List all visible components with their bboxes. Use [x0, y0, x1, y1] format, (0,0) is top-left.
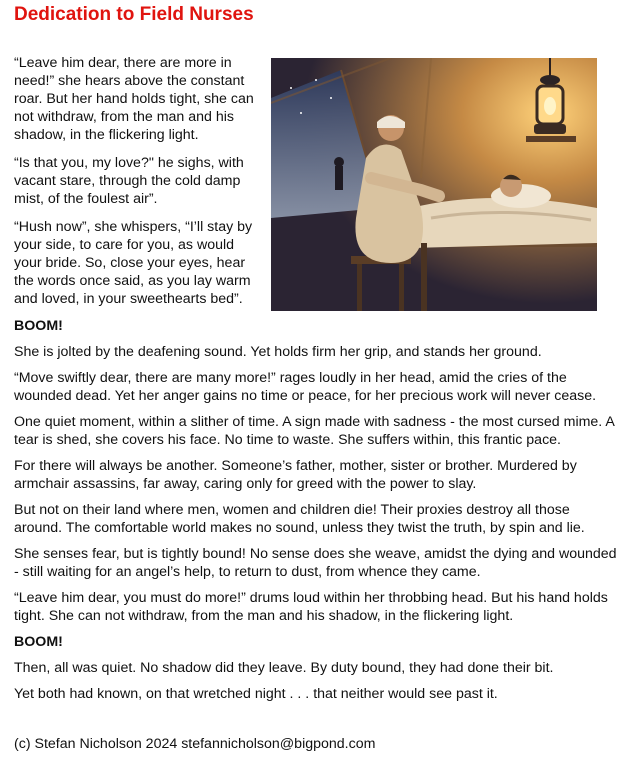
- body-paragraph-7: “Leave him dear, you must do more!” drums loud within her throbbing head. But his hand holds tight. She can not withdraw, from the man and his shadow, in the flickering light.: [14, 590, 608, 624]
- body-paragraph-2: “Move swiftly dear, there are many more!” rages loudly in her head, amid the cries of the wounded dead. Yet her anger gains no time or peace, for her precious work will never cease.: [14, 370, 597, 404]
- closing-paragraph-2: Yet both had known, on that wretched night . . . that neither would see past it.: [14, 686, 498, 702]
- poem-body: [14, 317, 618, 711]
- intro-paragraph-1: “Leave him dear, there are more in need!” she hears above the constant roar. But her hand holds tight, she can not withdraw, from the man and his shadow, in the flickering light.: [14, 55, 254, 143]
- nurse-illustration: [271, 58, 597, 311]
- copyright-footer: (c) Stefan Nicholson 2024 stefannicholson@bigpond.com: [14, 736, 376, 752]
- boom-line-2: BOOM!: [14, 634, 63, 650]
- page-title: Dedication to Field Nurses: [14, 4, 254, 25]
- closing-paragraph-1: Then, all was quiet. No shadow did they leave. By duty bound, they had done their bit.: [14, 660, 554, 676]
- body-paragraph-3: One quiet moment, within a slither of time. A sign made with sadness - the most cursed mime. A tear is shed, she covers his face. No time to waste. She suffers within, this frantic pace.: [14, 414, 615, 448]
- intro-paragraph-2: “Is that you, my love?" he sighs, with vacant stare, through the cold damp mist, of the foulest air”.: [14, 155, 244, 207]
- body-paragraph-4: For there will always be another. Someone’s father, mother, sister or brother. Murdered by armchair assassins, far away, caring only for greed with the power to slay.: [14, 458, 577, 492]
- body-paragraph-5: But not on their land where men, women and children die! Their proxies destroy all those around. The comfortable world makes no sound, unless they twist the truth, by spin and lie.: [14, 502, 585, 536]
- boom-line-1: BOOM!: [14, 318, 63, 334]
- body-paragraph-6: She senses fear, but is tightly bound! No sense does she weave, amidst the dying and wounded - still waiting for an angel’s help, to return to dust, from whence they came.: [14, 546, 617, 580]
- intro-paragraph-3: “Hush now”, she whispers, “I’ll stay by your side, to care for you, as would your bride. So, close your eyes, hear the words once said, as you lay warm and loved, in your sweethearts bed”.: [14, 219, 253, 307]
- body-paragraph-1: She is jolted by the deafening sound. Yet holds firm her grip, and stands her ground.: [14, 344, 542, 360]
- intro-text: [14, 54, 256, 318]
